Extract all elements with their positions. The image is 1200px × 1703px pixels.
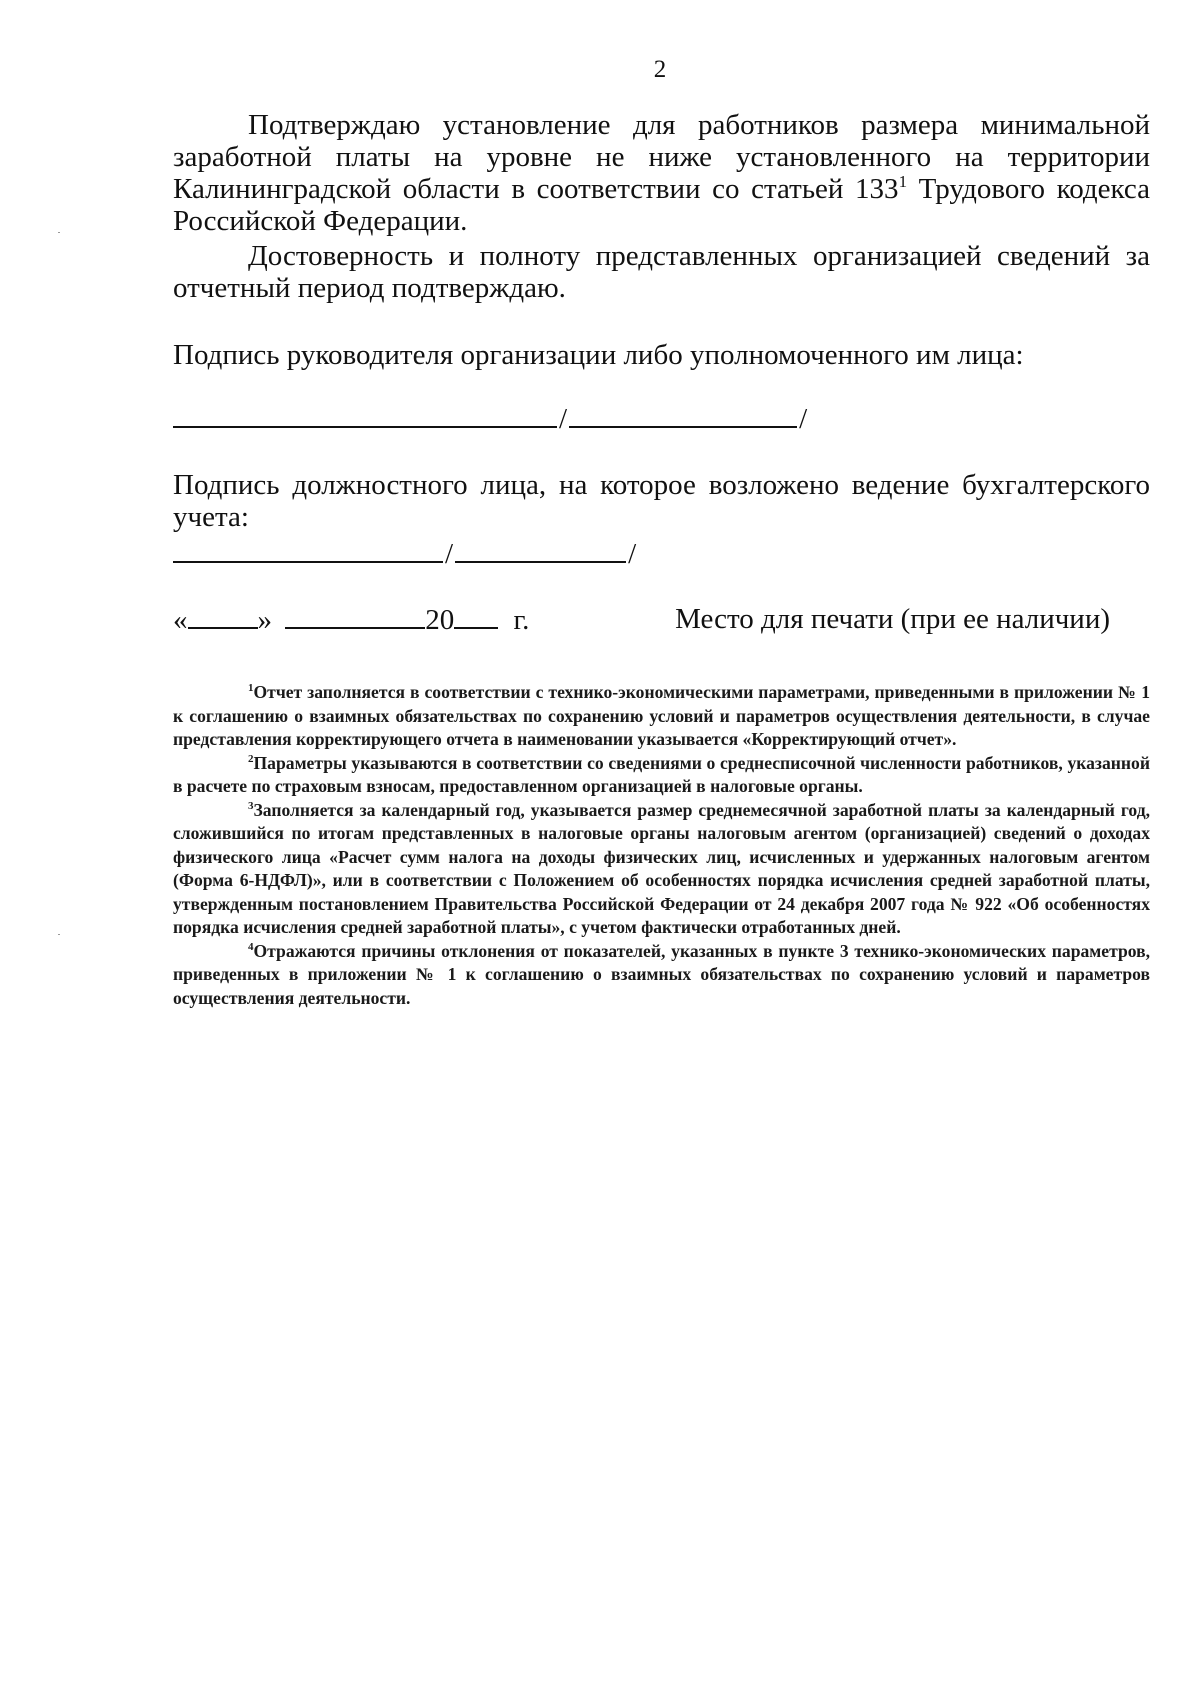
footnote-number: 4 [248,940,254,953]
accountant-signature-label [173,469,1150,533]
stamp-place-label: Место для печати (при ее наличии) [675,603,1110,635]
footnote-number: 2 [248,752,254,765]
page-number: 2 [653,56,667,83]
separator: / [445,538,454,570]
paragraph-text: Трудового кодекса Российской Федерации. [173,173,1150,237]
separator: / [628,538,637,570]
paragraph-min-wage-confirmation [173,109,1150,237]
footnote-text: Параметры указываются в соответствии со сведениями о среднесписочной численности работников, указанной в расчете по страховым взносам, предоставленном организацией в налоговые органы. [173,752,1150,796]
paragraph-text: Достоверность и полноту представленных организацией сведений за отчетный период подтверждаю. [173,240,1150,304]
footnote-3 [173,799,1150,940]
label-text: Подпись руководителя организации либо уполномоченного им лица: [173,339,1024,371]
scan-margin-mark [58,232,60,233]
footnote-text: Отражаются причины отклонения от показателей, указанных в пункте 3 технико-экономических параметров, приведенных в приложении № 1 к соглашению о взаимных обязательствах по сохранению условий и параметров осуществления деятельности. [173,940,1150,1008]
scan-margin-mark [58,934,60,935]
separator: / [559,403,568,435]
year-prefix: 20 [425,604,455,636]
accountant-signature-field[interactable] [173,537,638,571]
year-suffix: г. [513,604,530,636]
year-blank[interactable] [454,603,498,629]
close-quote: » [257,604,272,636]
signature-blank[interactable] [173,537,443,563]
footnote-text: Заполняется за календарный год, указывается размер среднемесячной заработной платы за календарный год, сложившийся по итогам представленных в налоговые органы налоговым агентом (организацией) сведений о доходах физического лица «Расчет сумм налога на доходы физических лиц, исчисленных и удержанных налоговым агентом (Форма 6-НДФЛ)», или в соответствии с Положением об особенностях порядка исчисления средней заработной платы, утвержденным постановлением Правительства Российской Федерации от 24 декабря 2007 года № 922 «Об особенностях порядка исчисления средней заработной платы», с учетом фактически отработанных дней. [173,799,1150,937]
paragraph-text: Подтверждаю установление для работников размера минимальной заработной платы на уровне не ниже установленного на территории Калининградской области в соответствии со статьей 133 [173,109,1150,205]
open-quote: « [173,604,188,636]
head-signature-field[interactable] [173,402,809,436]
footnote-number: 1 [248,682,254,694]
month-blank[interactable] [285,603,425,629]
footnote-4 [173,940,1150,1011]
paragraph-data-confirmation [173,240,1150,304]
name-blank[interactable] [455,537,626,563]
footnotes [173,681,1150,1010]
head-signature-label [173,339,1150,371]
footnote-number: 3 [248,799,254,812]
footnote-2 [173,752,1150,799]
footnote-1 [173,681,1150,752]
signature-blank[interactable] [173,402,557,428]
label-text: Подпись должностного лица, на которое возложено ведение бухгалтерского учета: [173,469,1150,533]
name-blank[interactable] [569,402,797,428]
day-blank[interactable] [188,603,258,629]
date-row [173,603,1150,636]
footnote-text: Отчет заполняется в соответствии с технико-экономическими параметрами, приведенными в приложении № 1 к соглашению о взаимных обязательствах по сохранению условий и параметров осуществления деятельности, в случае представления корректирующего отчета в наименовании указывается «Корректирующий отчет». [173,682,1150,749]
footnote-ref: 1 [898,172,908,191]
separator: / [799,403,808,435]
